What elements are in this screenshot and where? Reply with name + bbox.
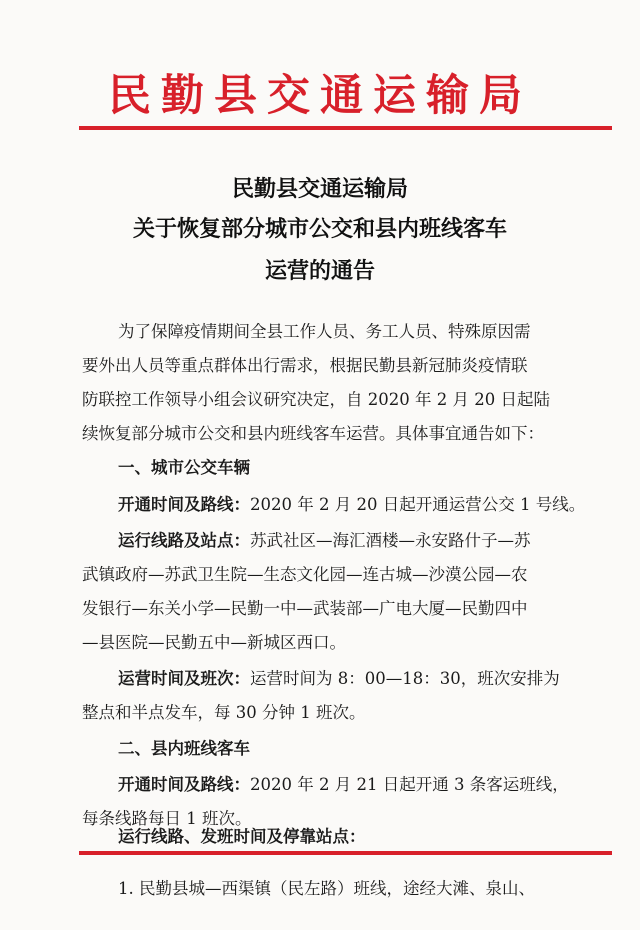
intro-line-2: 要外出人员等重点群体出行需求，根据民勤县新冠肺炎疫情联 (82, 356, 528, 375)
section1-time-line-1: 运营时间为 8：00—18：30，班次安排为 (250, 669, 560, 688)
title-line-2: 关于恢复部分城市公交和县内班线客车 (132, 217, 507, 242)
section1-route-line-2: 武镇政府—苏武卫生院—生态文化园—连古城—沙漠公园—农 (82, 565, 528, 584)
section1-route-label: 运行线路及站点： (118, 531, 250, 550)
letterhead: 民勤县交通运输局 (108, 71, 532, 121)
section1-open-label: 开通时间及路线： (118, 495, 250, 514)
section1-route (118, 527, 612, 551)
section2-open (118, 771, 612, 795)
section1-open-text: 2020 年 2 月 20 日起开通运营公交 1 号线。 (250, 495, 586, 514)
intro-line-1: 为了保障疫情期间全县工作人员、务工人员、特殊原因需 (118, 322, 531, 341)
section1-route-line-4: —县医院—民勤五中—新城区西口。 (82, 633, 346, 652)
section1-time (118, 665, 612, 689)
section1-open (118, 491, 612, 515)
section1-route-line-1: 苏武社区—海汇酒楼—永安路什子—苏 (250, 531, 531, 550)
bottom-rule (79, 851, 612, 855)
section2-open-line-2: 每条线路每日 1 班次。 (82, 809, 252, 828)
section2-heading: 二、县内班线客车 (118, 739, 250, 758)
title-line-3: 运营的通告 (264, 259, 375, 284)
letterhead-rule (79, 126, 612, 130)
title-line-1: 民勤县交通运输局 (231, 177, 408, 202)
section2-route-label: 运行线路、发班时间及停靠站点： (118, 827, 366, 846)
intro-line-4: 续恢复部分城市公交和县内班线客车运营。具体事宜通告如下： (82, 424, 544, 443)
section1-route-line-3: 发银行—东关小学—民勤一中—武装部—广电大厦—民勤四中 (82, 599, 528, 618)
section2-open-label: 开通时间及路线： (118, 775, 250, 794)
section1-heading: 一、城市公交车辆 (118, 458, 250, 477)
section1-time-label: 运营时间及班次： (118, 669, 250, 688)
section2-open-line-1: 2020 年 2 月 21 日起开通 3 条客运班线， (250, 775, 569, 794)
section1-time-line-2: 整点和半点发车，每 30 分钟 1 班次。 (82, 703, 366, 722)
section2-item-1: 1. 民勤县城—西渠镇（民左路）班线，途经大滩、泉山、 (118, 879, 535, 898)
intro-line-3: 防联控工作领导小组会议研究决定，自 2020 年 2 月 20 日起陆 (82, 390, 550, 409)
